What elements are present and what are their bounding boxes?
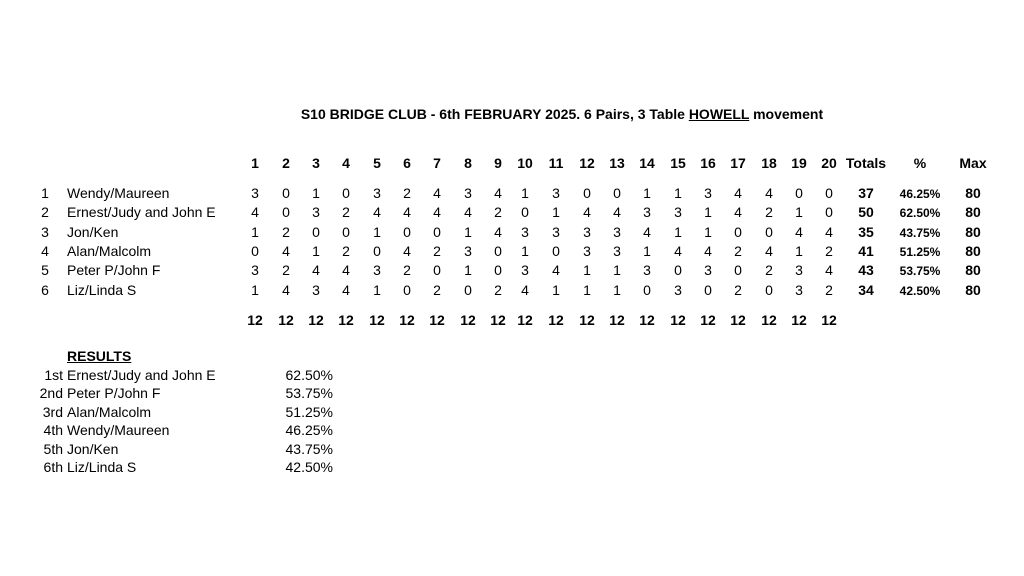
board-header: 17 bbox=[730, 155, 746, 171]
board-total: 12 bbox=[821, 312, 837, 328]
pair-number: 2 bbox=[41, 204, 49, 220]
pair-name: Wendy/Maureen bbox=[67, 185, 170, 201]
score-cell: 2 bbox=[765, 262, 773, 278]
score-cell: 2 bbox=[342, 243, 350, 259]
score-cell: 0 bbox=[433, 224, 441, 240]
score-cell: 1 bbox=[583, 262, 591, 278]
score-cell: 1 bbox=[643, 185, 651, 201]
score-cell: 0 bbox=[734, 224, 742, 240]
score-cell: 1 bbox=[704, 224, 712, 240]
score-cell: 0 bbox=[521, 204, 529, 220]
result-place: 6th bbox=[43, 459, 63, 475]
results-heading: RESULTS bbox=[67, 348, 132, 364]
score-cell: 1 bbox=[251, 282, 259, 298]
score-cell: 3 bbox=[464, 185, 472, 201]
pair-number: 3 bbox=[41, 224, 49, 240]
score-cell: 3 bbox=[795, 262, 803, 278]
score-cell: 2 bbox=[494, 204, 502, 220]
score-cell: 4 bbox=[765, 243, 773, 259]
board-header: 20 bbox=[821, 155, 837, 171]
score-cell: 2 bbox=[403, 185, 411, 201]
result-name: Alan/Malcolm bbox=[67, 404, 152, 420]
score-cell: 2 bbox=[765, 204, 773, 220]
score-cell: 4 bbox=[342, 282, 350, 298]
score-cell: 0 bbox=[373, 243, 381, 259]
score-cell: 2 bbox=[734, 282, 742, 298]
score-cell: 4 bbox=[674, 243, 682, 259]
score-cell: 4 bbox=[552, 262, 560, 278]
board-total: 12 bbox=[761, 312, 777, 328]
board-total: 12 bbox=[548, 312, 564, 328]
score-cell: 1 bbox=[521, 185, 529, 201]
score-cell: 2 bbox=[494, 282, 502, 298]
score-cell: 0 bbox=[312, 224, 320, 240]
score-cell: 0 bbox=[403, 224, 411, 240]
board-total: 12 bbox=[700, 312, 716, 328]
score-cell: 1 bbox=[613, 262, 621, 278]
score-cell: 4 bbox=[312, 262, 320, 278]
pair-number: 4 bbox=[41, 243, 49, 259]
score-cell: 2 bbox=[403, 262, 411, 278]
result-name: Wendy/Maureen bbox=[67, 422, 170, 438]
pair-total: 43 bbox=[858, 262, 874, 278]
score-cell: 1 bbox=[312, 185, 320, 201]
pair-name: Jon/Ken bbox=[67, 224, 119, 240]
result-place: 2nd bbox=[39, 385, 63, 401]
board-total: 12 bbox=[278, 312, 294, 328]
score-cell: 1 bbox=[552, 282, 560, 298]
score-cell: 3 bbox=[613, 243, 621, 259]
score-cell: 2 bbox=[734, 243, 742, 259]
board-header: 1 bbox=[251, 155, 259, 171]
score-cell: 0 bbox=[282, 204, 290, 220]
board-header: 7 bbox=[433, 155, 441, 171]
score-cell: 1 bbox=[643, 243, 651, 259]
score-cell: 0 bbox=[795, 185, 803, 201]
result-percentage: 62.50% bbox=[285, 367, 333, 383]
score-cell: 4 bbox=[704, 243, 712, 259]
score-cell: 2 bbox=[282, 262, 290, 278]
board-total: 12 bbox=[399, 312, 415, 328]
score-cell: 3 bbox=[795, 282, 803, 298]
board-header: 9 bbox=[494, 155, 502, 171]
score-cell: 2 bbox=[825, 243, 833, 259]
score-cell: 3 bbox=[373, 262, 381, 278]
score-cell: 3 bbox=[312, 282, 320, 298]
score-cell: 4 bbox=[795, 224, 803, 240]
pair-total: 41 bbox=[858, 243, 874, 259]
score-cell: 3 bbox=[674, 282, 682, 298]
score-cell: 4 bbox=[433, 185, 441, 201]
score-cell: 2 bbox=[282, 224, 290, 240]
score-cell: 1 bbox=[464, 262, 472, 278]
score-cell: 0 bbox=[583, 185, 591, 201]
score-cell: 4 bbox=[494, 185, 502, 201]
pair-max: 80 bbox=[965, 282, 981, 298]
score-cell: 4 bbox=[825, 262, 833, 278]
score-cell: 0 bbox=[765, 224, 773, 240]
pair-name: Alan/Malcolm bbox=[67, 243, 152, 259]
score-cell: 3 bbox=[643, 262, 651, 278]
score-cell: 4 bbox=[765, 185, 773, 201]
score-cell: 4 bbox=[494, 224, 502, 240]
score-cell: 3 bbox=[704, 185, 712, 201]
score-cell: 0 bbox=[825, 185, 833, 201]
score-cell: 3 bbox=[704, 262, 712, 278]
board-header: 16 bbox=[700, 155, 716, 171]
score-cell: 0 bbox=[643, 282, 651, 298]
totals-header: Totals bbox=[845, 155, 887, 171]
result-name: Liz/Linda S bbox=[67, 459, 137, 475]
result-percentage: 42.50% bbox=[285, 459, 333, 475]
result-place: 3rd bbox=[42, 404, 63, 420]
score-cell: 4 bbox=[613, 204, 621, 220]
score-cell: 0 bbox=[734, 262, 742, 278]
result-percentage: 46.25% bbox=[285, 422, 333, 438]
score-cell: 0 bbox=[613, 185, 621, 201]
pct-header: % bbox=[913, 155, 927, 171]
score-cell: 1 bbox=[674, 224, 682, 240]
result-place: 4th bbox=[43, 422, 63, 438]
title-underlined: HOWELL bbox=[688, 106, 750, 122]
pair-max: 80 bbox=[965, 185, 981, 201]
score-cell: 1 bbox=[373, 224, 381, 240]
pair-max: 80 bbox=[965, 243, 981, 259]
pair-max: 80 bbox=[965, 204, 981, 220]
board-header: 11 bbox=[548, 155, 564, 171]
score-cell: 3 bbox=[373, 185, 381, 201]
title-prefix: S10 BRIDGE CLUB - 6th FEBRUARY 2025. 6 Pairs, 3 Table bbox=[300, 106, 689, 122]
score-cell: 4 bbox=[464, 204, 472, 220]
score-cell: 4 bbox=[734, 185, 742, 201]
score-cell: 1 bbox=[613, 282, 621, 298]
score-cell: 4 bbox=[282, 243, 290, 259]
pair-percentage: 43.75% bbox=[899, 226, 941, 240]
result-percentage: 43.75% bbox=[285, 441, 333, 457]
score-cell: 1 bbox=[795, 243, 803, 259]
board-total: 12 bbox=[490, 312, 506, 328]
score-cell: 1 bbox=[251, 224, 259, 240]
score-cell: 1 bbox=[373, 282, 381, 298]
board-total: 12 bbox=[579, 312, 595, 328]
pair-percentage: 53.75% bbox=[899, 264, 941, 278]
result-place: 1st bbox=[44, 367, 63, 383]
score-cell: 0 bbox=[704, 282, 712, 298]
score-cell: 3 bbox=[583, 224, 591, 240]
score-cell: 0 bbox=[342, 224, 350, 240]
score-cell: 0 bbox=[765, 282, 773, 298]
score-cell: 4 bbox=[433, 204, 441, 220]
score-cell: 4 bbox=[342, 262, 350, 278]
result-name: Jon/Ken bbox=[67, 441, 119, 457]
result-percentage: 53.75% bbox=[285, 385, 333, 401]
score-cell: 1 bbox=[674, 185, 682, 201]
score-cell: 4 bbox=[403, 204, 411, 220]
title-suffix: movement bbox=[749, 106, 824, 122]
board-header: 5 bbox=[373, 155, 381, 171]
score-cell: 3 bbox=[464, 243, 472, 259]
score-cell: 0 bbox=[251, 243, 259, 259]
score-cell: 1 bbox=[583, 282, 591, 298]
score-cell: 4 bbox=[521, 282, 529, 298]
score-cell: 2 bbox=[342, 204, 350, 220]
score-cell: 0 bbox=[342, 185, 350, 201]
board-header: 6 bbox=[403, 155, 411, 171]
board-total: 12 bbox=[639, 312, 655, 328]
score-cell: 4 bbox=[403, 243, 411, 259]
pair-number: 6 bbox=[41, 282, 49, 298]
board-total: 12 bbox=[791, 312, 807, 328]
score-cell: 0 bbox=[825, 204, 833, 220]
board-total: 12 bbox=[369, 312, 385, 328]
score-cell: 4 bbox=[643, 224, 651, 240]
board-total: 12 bbox=[609, 312, 625, 328]
score-cell: 0 bbox=[674, 262, 682, 278]
score-cell: 2 bbox=[825, 282, 833, 298]
pair-percentage: 46.25% bbox=[899, 187, 941, 201]
score-cell: 0 bbox=[494, 262, 502, 278]
score-cell: 3 bbox=[552, 224, 560, 240]
score-cell: 1 bbox=[552, 204, 560, 220]
score-cell: 4 bbox=[373, 204, 381, 220]
pair-percentage: 62.50% bbox=[899, 206, 941, 220]
board-header: 2 bbox=[282, 155, 290, 171]
score-cell: 2 bbox=[433, 282, 441, 298]
score-cell: 3 bbox=[552, 185, 560, 201]
score-cell: 3 bbox=[251, 262, 259, 278]
pair-max: 80 bbox=[965, 224, 981, 240]
board-header: 8 bbox=[464, 155, 472, 171]
board-header: 14 bbox=[639, 155, 655, 171]
board-header: 10 bbox=[517, 155, 533, 171]
score-cell: 0 bbox=[464, 282, 472, 298]
score-cell: 1 bbox=[795, 204, 803, 220]
pair-total: 34 bbox=[858, 282, 874, 298]
result-name: Ernest/Judy and John E bbox=[67, 367, 216, 383]
score-cell: 4 bbox=[583, 204, 591, 220]
pair-total: 50 bbox=[858, 204, 874, 220]
score-cell: 2 bbox=[433, 243, 441, 259]
score-cell: 0 bbox=[282, 185, 290, 201]
score-cell: 1 bbox=[521, 243, 529, 259]
board-total: 12 bbox=[670, 312, 686, 328]
score-cell: 3 bbox=[674, 204, 682, 220]
pair-total: 37 bbox=[858, 185, 874, 201]
score-cell: 3 bbox=[521, 224, 529, 240]
score-cell: 0 bbox=[433, 262, 441, 278]
result-name: Peter P/John F bbox=[67, 385, 161, 401]
board-total: 12 bbox=[247, 312, 263, 328]
board-header: 13 bbox=[609, 155, 625, 171]
board-header: 15 bbox=[670, 155, 686, 171]
pair-name: Ernest/Judy and John E bbox=[67, 204, 216, 220]
max-header: Max bbox=[959, 155, 987, 171]
score-cell: 1 bbox=[312, 243, 320, 259]
score-cell: 1 bbox=[704, 204, 712, 220]
board-header: 18 bbox=[761, 155, 777, 171]
board-total: 12 bbox=[460, 312, 476, 328]
result-percentage: 51.25% bbox=[285, 404, 333, 420]
score-cell: 4 bbox=[734, 204, 742, 220]
pair-total: 35 bbox=[858, 224, 874, 240]
board-total: 12 bbox=[730, 312, 746, 328]
score-cell: 4 bbox=[282, 282, 290, 298]
pair-number: 1 bbox=[41, 185, 49, 201]
pair-name: Peter P/John F bbox=[67, 262, 161, 278]
score-cell: 3 bbox=[251, 185, 259, 201]
score-cell: 0 bbox=[552, 243, 560, 259]
score-cell: 3 bbox=[312, 204, 320, 220]
board-total: 12 bbox=[308, 312, 324, 328]
pair-name: Liz/Linda S bbox=[67, 282, 137, 298]
score-cell: 1 bbox=[464, 224, 472, 240]
pair-max: 80 bbox=[965, 262, 981, 278]
board-header: 3 bbox=[312, 155, 320, 171]
board-header: 19 bbox=[791, 155, 807, 171]
score-cell: 0 bbox=[494, 243, 502, 259]
score-cell: 4 bbox=[825, 224, 833, 240]
result-place: 5th bbox=[43, 441, 63, 457]
score-cell: 0 bbox=[403, 282, 411, 298]
board-header: 4 bbox=[342, 155, 350, 171]
board-total: 12 bbox=[429, 312, 445, 328]
score-cell: 3 bbox=[583, 243, 591, 259]
pair-number: 5 bbox=[41, 262, 49, 278]
score-cell: 3 bbox=[643, 204, 651, 220]
board-total: 12 bbox=[517, 312, 533, 328]
score-cell: 3 bbox=[521, 262, 529, 278]
pair-percentage: 42.50% bbox=[899, 284, 941, 298]
board-header: 12 bbox=[579, 155, 595, 171]
score-cell: 3 bbox=[613, 224, 621, 240]
score-cell: 4 bbox=[251, 204, 259, 220]
pair-percentage: 51.25% bbox=[899, 245, 941, 259]
board-total: 12 bbox=[338, 312, 354, 328]
